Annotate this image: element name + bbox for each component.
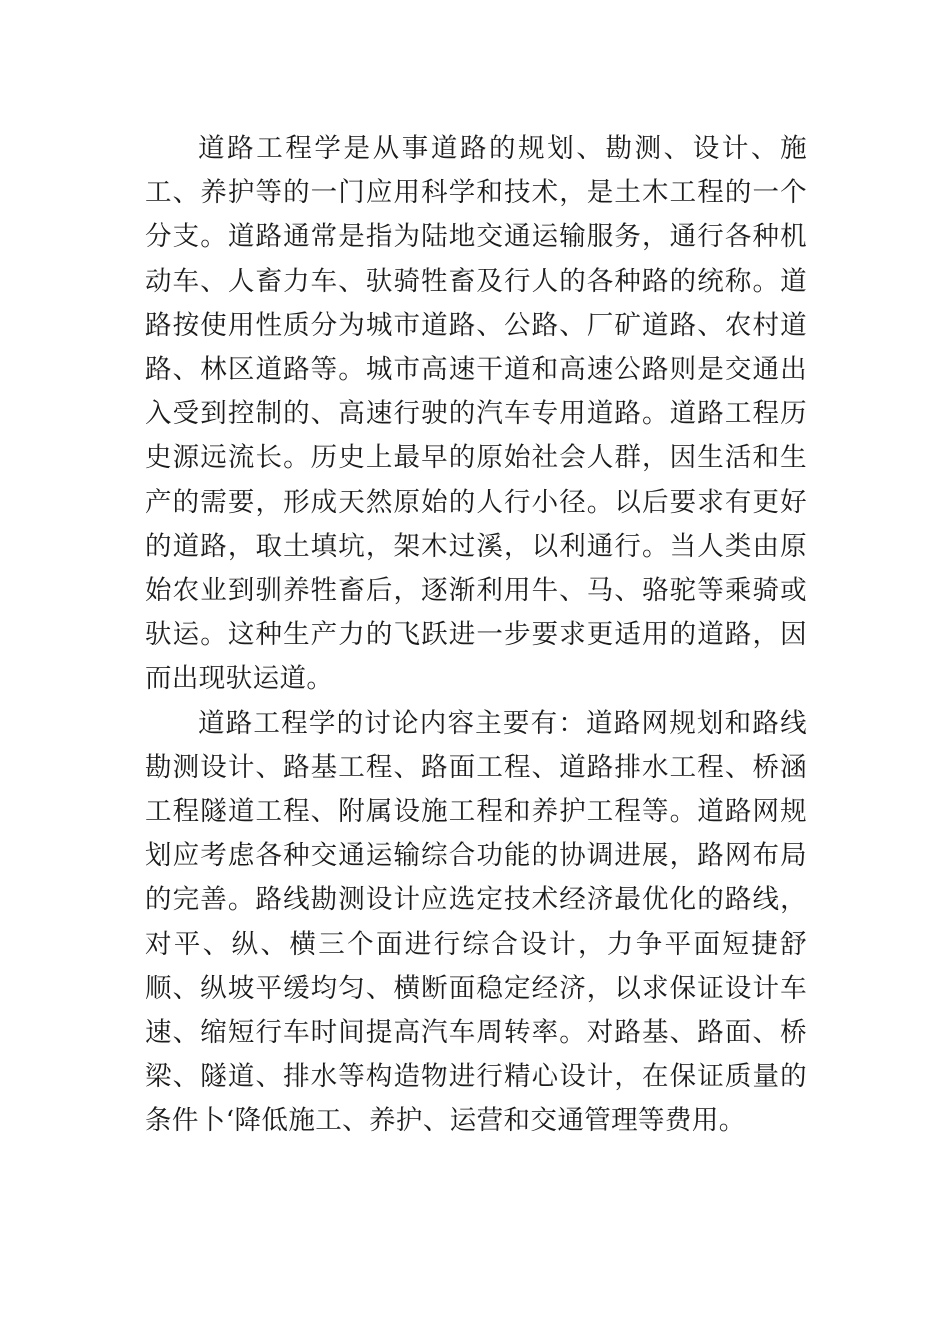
paragraph-history: 道路工程学是从事道路的规划、勘测、设计、施工、养护等的一门应用科学和技术，是土木工程的一个分支。道路通常是指为陆地交通运输服务，通行各种机动车、人畜力车、驮骑牲畜及行人的各种路的统称。道路按使用性质分为城市道路、公路、厂矿道路、农村道路、林区道路等。城市高速干道和高速公路则是交通出入受到控制的、高速行驶的汽车专用道路。道路工程历史源远流长。历史上最早的原始社会人群，因生活和生产的需要，形成天然原始的人行小径。以后要求有更好的道路，取土填坑，架木过溪，以利通行。当人类由原始农业到驯养牲畜后，逐渐利用牛、马、骆驼等乘骑或驮运。这种生产力的飞跃进一步要求更适用的道路，因而出现驮运道。 (145, 133, 807, 695)
paragraph-research-content: 道路工程学的讨论内容主要有：道路网规划和路线勘测设计、路基工程、路面工程、道路排水工程、桥涵工程隧道工程、附属设施工程和养护工程等。道路网规划应考虑各种交通运输综合功能的协调进展，路网布局的完善。路线勘测设计应选定技术经济最优化的路线，对平、纵、横三个面进行综合设计，力争平面短捷舒顺、纵坡平缓均匀、横断面稳定经济，以求保证设计车速、缩短行车时间提高汽车周转率。对路基、路面、桥梁、隧道、排水等构造物进行精心设计，在保证质量的条件卜‘降低施工、养护、运营和交通管理等费用。 (145, 707, 807, 1137)
body-text (145, 127, 807, 1144)
